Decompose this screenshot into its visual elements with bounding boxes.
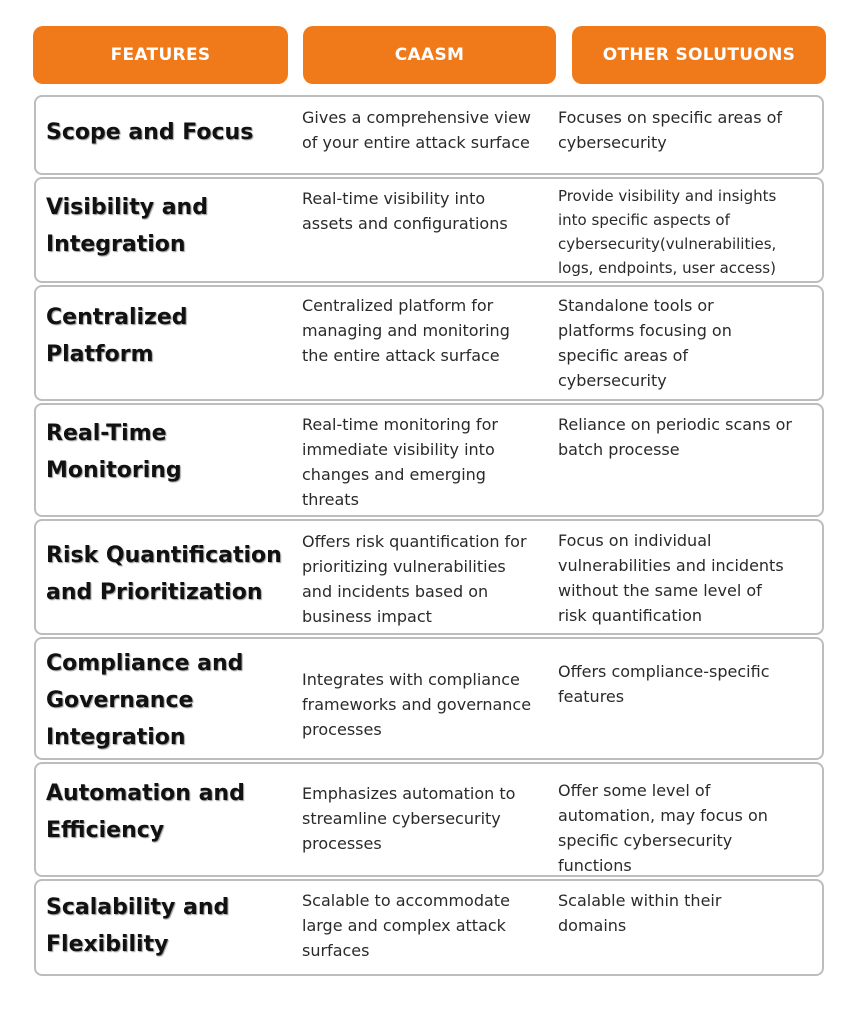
- feature-name-line: Centralized: [46, 305, 188, 330]
- other-solutions-description-line: automation, may focus on: [558, 806, 768, 825]
- caasm-description-line: prioritizing vulnerabilities: [302, 557, 506, 576]
- other-solutions-description-line: Focus on individual: [558, 531, 712, 550]
- other-solutions-description-line: Focuses on specific areas of: [558, 108, 783, 127]
- other-solutions-description-line: risk quantification: [558, 606, 702, 625]
- caasm-description-line: processes: [302, 720, 382, 739]
- feature-name: [46, 415, 296, 489]
- feature-name: [46, 299, 296, 373]
- feature-name: [46, 537, 296, 611]
- other-solutions-description-line: Reliance on periodic scans or: [558, 415, 792, 434]
- caasm-description-line: frameworks and governance: [302, 695, 532, 714]
- other-solutions-description: [558, 184, 820, 280]
- other-solutions-description-line: into specific aspects of: [558, 211, 730, 229]
- other-solutions-description: [558, 888, 820, 938]
- caasm-description: [302, 186, 554, 236]
- feature-name-line: Scalability and: [46, 895, 230, 920]
- caasm-description-line: Integrates with compliance: [302, 670, 520, 689]
- caasm-description-line: large and complex attack: [302, 916, 506, 935]
- caasm-description-line: processes: [302, 834, 382, 853]
- table-row: [34, 403, 824, 517]
- other-solutions-description-line: Offer some level of: [558, 781, 711, 800]
- other-solutions-description: [558, 778, 820, 878]
- feature-name-line: Platform: [46, 342, 154, 367]
- other-solutions-description-line: cybersecurity(vulnerabilities,: [558, 235, 777, 253]
- table-row: [34, 285, 824, 401]
- other-solutions-description-line: cybersecurity: [558, 371, 667, 390]
- feature-name-line: Visibility and: [46, 195, 208, 220]
- feature-name: [46, 189, 296, 263]
- caasm-description-line: Real-time visibility into: [302, 189, 486, 208]
- table-row: [34, 762, 824, 877]
- header-other-solutions: OTHER SOLUTUONS: [572, 26, 826, 84]
- caasm-description-line: streamline cybersecurity: [302, 809, 501, 828]
- other-solutions-description-line: logs, endpoints, user access): [558, 259, 776, 277]
- caasm-description-line: Centralized platform for: [302, 296, 494, 315]
- caasm-description-line: immediate visibility into: [302, 440, 495, 459]
- header-caasm: CAASM: [303, 26, 556, 84]
- caasm-description: [302, 529, 554, 629]
- feature-name-line: Real-Time: [46, 421, 167, 446]
- feature-name-line: Risk Quantification: [46, 543, 282, 568]
- feature-name-line: Scope and Focus: [46, 120, 254, 145]
- caasm-description-line: and incidents based on: [302, 582, 489, 601]
- other-solutions-description: [558, 412, 820, 462]
- feature-name-line: Monitoring: [46, 458, 182, 483]
- feature-name: [46, 889, 296, 963]
- other-solutions-description-line: functions: [558, 856, 632, 875]
- other-solutions-description-line: without the same level of: [558, 581, 762, 600]
- other-solutions-description-line: Standalone tools or: [558, 296, 714, 315]
- caasm-description-line: threats: [302, 490, 359, 509]
- other-solutions-description-line: batch processe: [558, 440, 680, 459]
- other-solutions-description-line: features: [558, 687, 625, 706]
- feature-name-line: Automation and: [46, 781, 245, 806]
- feature-name: [46, 775, 296, 849]
- caasm-description-line: Offers risk quantification for: [302, 532, 527, 551]
- other-solutions-description-line: vulnerabilities and incidents: [558, 556, 784, 575]
- caasm-description: [302, 667, 554, 742]
- other-solutions-description: [558, 105, 820, 155]
- caasm-description-line: of your entire attack surface: [302, 133, 530, 152]
- table-row: [34, 637, 824, 760]
- other-solutions-description-line: Provide visibility and insights: [558, 187, 777, 205]
- feature-name-line: Efficiency: [46, 818, 165, 843]
- caasm-description: [302, 293, 554, 368]
- caasm-description-line: managing and monitoring: [302, 321, 510, 340]
- other-solutions-description-line: specific areas of: [558, 346, 689, 365]
- caasm-description-line: business impact: [302, 607, 432, 626]
- feature-name-line: Compliance and: [46, 651, 244, 676]
- other-solutions-description-line: platforms focusing on: [558, 321, 732, 340]
- caasm-description-line: Real-time monitoring for: [302, 415, 498, 434]
- caasm-description-line: Gives a comprehensive view: [302, 108, 532, 127]
- caasm-description-line: surfaces: [302, 941, 370, 960]
- other-solutions-description-line: Scalable within their: [558, 891, 722, 910]
- feature-name: [46, 114, 296, 151]
- caasm-description: [302, 105, 554, 155]
- other-solutions-description: [558, 659, 820, 709]
- feature-name-line: Governance: [46, 688, 194, 713]
- other-solutions-description-line: Offers compliance-specific: [558, 662, 770, 681]
- other-solutions-description: [558, 528, 820, 628]
- other-solutions-description-line: specific cybersecurity: [558, 831, 733, 850]
- feature-name-line: Integration: [46, 725, 186, 750]
- caasm-description: [302, 888, 554, 963]
- header-features: FEATURES: [33, 26, 288, 84]
- other-solutions-description-line: cybersecurity: [558, 133, 667, 152]
- caasm-description-line: the entire attack surface: [302, 346, 500, 365]
- other-solutions-description: [558, 293, 820, 393]
- caasm-description: [302, 781, 554, 856]
- feature-name-line: and Prioritization: [46, 580, 263, 605]
- caasm-description-line: Scalable to accommodate: [302, 891, 510, 910]
- feature-name: [46, 645, 296, 756]
- feature-name-line: Flexibility: [46, 932, 169, 957]
- table-row: [34, 177, 824, 283]
- caasm-description-line: assets and configurations: [302, 214, 508, 233]
- other-solutions-description-line: domains: [558, 916, 627, 935]
- caasm-description-line: Emphasizes automation to: [302, 784, 516, 803]
- table-row: [34, 519, 824, 635]
- caasm-description-line: changes and emerging: [302, 465, 486, 484]
- caasm-description: [302, 412, 554, 512]
- table-row: [34, 95, 824, 175]
- table-row: [34, 879, 824, 976]
- feature-name-line: Integration: [46, 232, 186, 257]
